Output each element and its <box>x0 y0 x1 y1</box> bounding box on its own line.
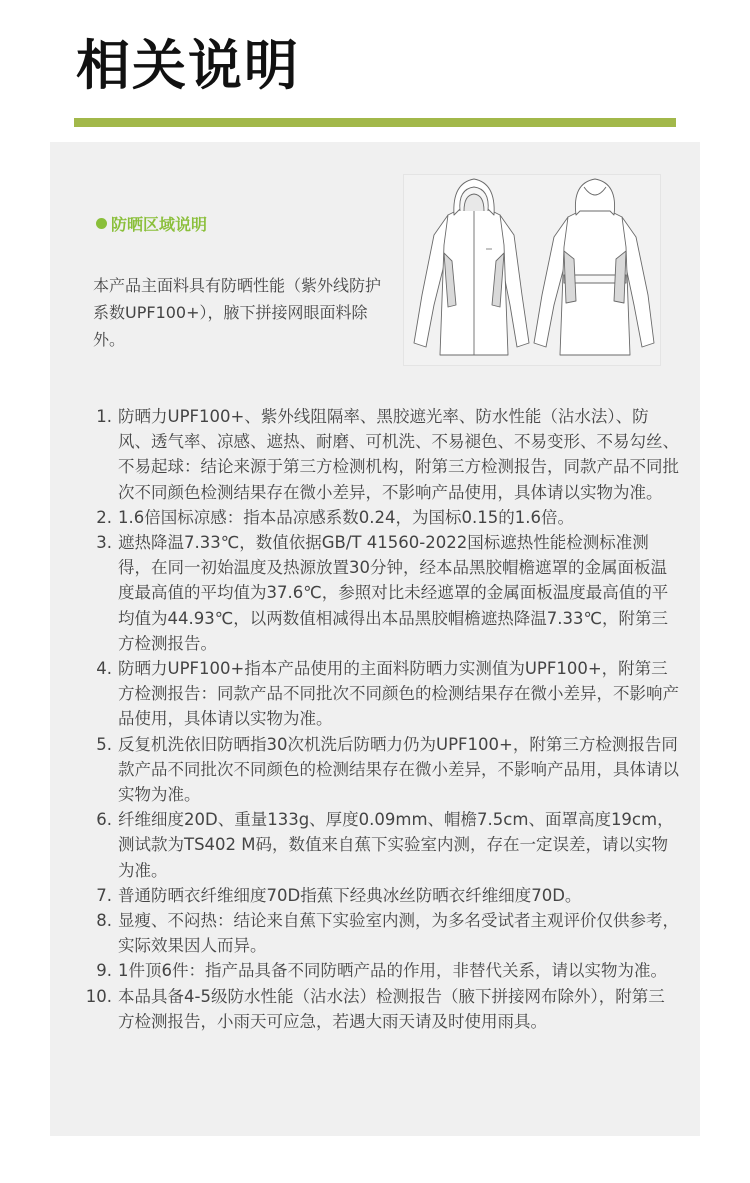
section-heading-text: 防晒区域说明 <box>111 215 208 234</box>
notes-list <box>72 404 684 1034</box>
note-item <box>72 958 684 983</box>
note-text: 遮热降温7.33℃，数值依据GB/T 41560-2022国标遮热性能检测标准测得，在同一初始温度及热源放置30分钟，经本品黑胶帽檐遮罩的金属面板温度最高值的平均值为37.6℃，参照对比未经遮罩的金属面板温度最高值的平均值为44.93℃，以两数值相减得出本品黑胶帽檐遮热降温7.33℃，附第三方检测报告。 <box>118 533 669 653</box>
note-text: 防晒力UPF100+指本产品使用的主面料防晒力实测值为UPF100+，附第三方检测报告：同款产品不同批次不同颜色的检测结果存在微小差异，不影响产品使用，具体请以实物为准。 <box>118 659 679 729</box>
note-item <box>72 984 684 1034</box>
page-title: 相关说明 <box>76 34 300 97</box>
note-text: 1.6倍国标凉感：指本品凉感系数0.24，为国标0.15的1.6倍。 <box>118 507 574 527</box>
note-item <box>72 656 684 732</box>
note-number: 9. <box>96 961 112 981</box>
note-number: 7. <box>96 885 112 905</box>
note-item <box>72 908 684 958</box>
note-number: 3. <box>96 533 112 553</box>
note-number: 4. <box>96 659 112 679</box>
bullet-dot-icon <box>96 218 107 229</box>
jacket-illustration <box>403 174 661 366</box>
note-item <box>72 807 684 883</box>
note-text: 1件顶6件：指产品具备不同防晒产品的作用，非替代关系，请以实物为准。 <box>118 961 667 981</box>
note-text: 防晒力UPF100+、紫外线阻隔率、黑胶遮光率、防水性能（沾水法）、防风、透气率、凉感、遮热、耐磨、可机洗、不易褪色、不易变形、不易勾丝、不易起球：结论来源于第三方检测机构，附第三方检测报告，同款产品不同批次不同颜色检测结果存在微小差异，不影响产品使用，具体请以实物为准。 <box>118 407 679 502</box>
note-text: 反复机洗依旧防晒指30次机洗后防晒力仍为UPF100+，附第三方检测报告同款产品不同批次不同颜色的检测结果存在微小差异，不影响产品用，具体请以实物为准。 <box>118 734 679 805</box>
note-item <box>72 404 684 505</box>
note-text: 纤维细度20D、重量133g、厚度0.09mm、帽檐7.5cm、面罩高度19cm，测试款为TS402 M码，数值来自蕉下实验室内测，存在一定误差，请以实物为准。 <box>118 810 674 880</box>
note-number: 10. <box>85 986 112 1006</box>
note-text: 普通防晒衣纤维细度70D指蕉下经典冰丝防晒衣纤维细度70D。 <box>118 885 582 905</box>
note-item <box>72 530 684 656</box>
section-heading <box>96 212 207 235</box>
section-intro: 本产品主面料具有防晒性能（紫外线防护系数UPF100+），腋下拼接网眼面料除外。 <box>93 276 382 349</box>
note-number: 8. <box>96 911 112 931</box>
note-item <box>72 732 684 808</box>
note-number: 2. <box>96 507 112 527</box>
note-number: 1. <box>96 407 112 426</box>
note-number: 5. <box>96 734 112 754</box>
note-text: 本品具备4-5级防水性能（沾水法）检测报告（腋下拼接网布除外），附第三方检测报告，小雨天可应急，若遇大雨天请及时使用雨具。 <box>118 986 665 1031</box>
jacket-diagram-icon <box>404 175 660 365</box>
note-text: 显瘦、不闷热：结论来自蕉下实验室内测，为多名受试者主观评价仅供参考，实际效果因人而异。 <box>118 911 679 956</box>
note-item <box>72 883 684 908</box>
title-divider <box>74 118 676 127</box>
note-number: 6. <box>96 810 112 830</box>
note-item <box>72 505 684 530</box>
